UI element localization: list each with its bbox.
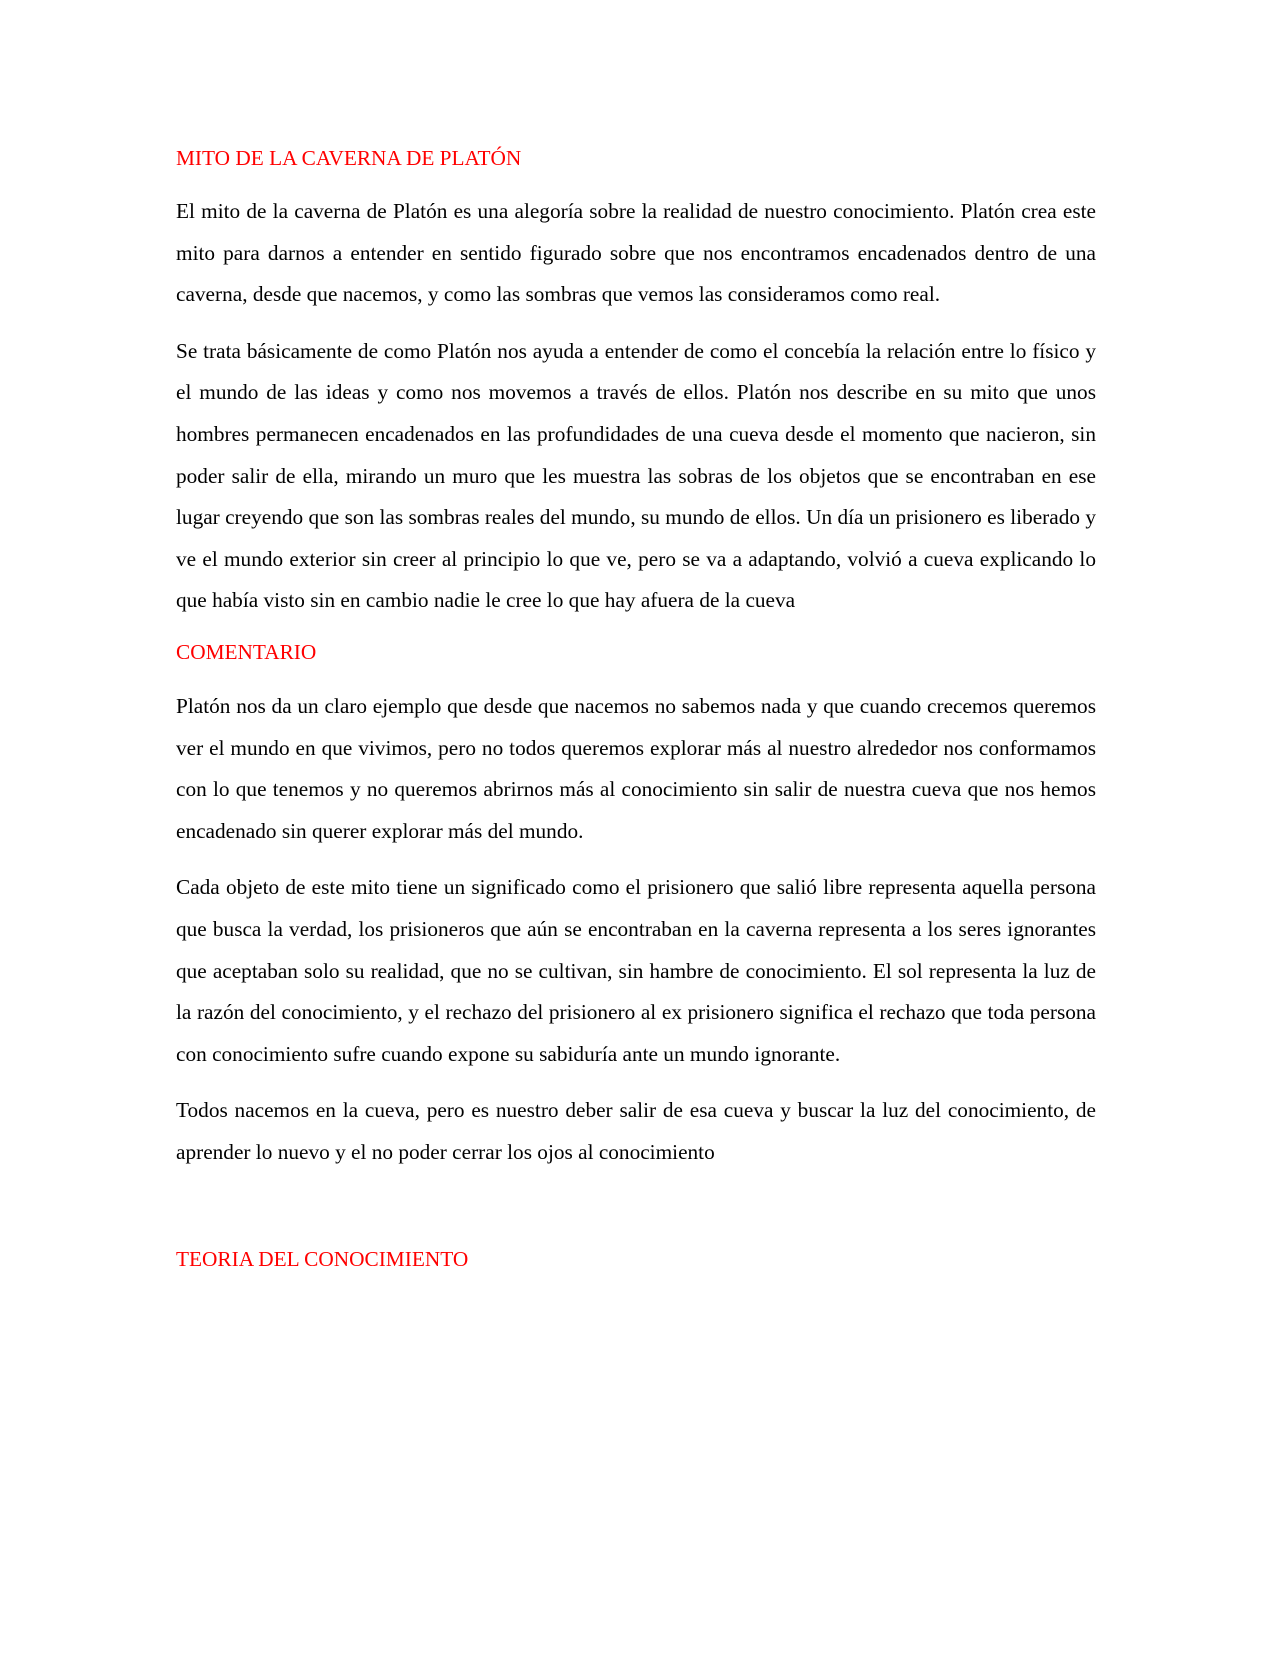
paragraph-comentario-2: Cada objeto de este mito tiene un significado como el prisionero que salió libre representa aquella persona que busca la verdad, los prisioneros que aún se encontraban en la caverna representa a los seres ignorantes que aceptaban solo su realidad, que no se cultivan, sin hambre de conocimiento. El sol representa la luz de la razón del conocimiento, y el rechazo del prisionero al ex prisionero significa el rechazo que toda persona con conocimiento sufre cuando expone su sabiduría ante un mundo ignorante. <box>176 875 1096 1066</box>
document-body <box>176 143 1096 1294</box>
heading-teoria-conocimiento: TEORIA DEL CONOCIMIENTO <box>176 1247 469 1272</box>
heading-mito-caverna: MITO DE LA CAVERNA DE PLATÓN <box>176 146 522 170</box>
paragraph-comentario-3: Todos nacemos en la cueva, pero es nuestro deber salir de esa cueva y buscar la luz del conocimiento, de aprender lo nuevo y el no poder cerrar los ojos al conocimiento <box>176 1098 1096 1164</box>
paragraph-comentario-1: Platón nos da un claro ejemplo que desde que nacemos no sabemos nada y que cuando crecemos queremos ver el mundo en que vivimos, pero no todos queremos explorar más al nuestro alrededor nos conformamos con lo que tenemos y no queremos abrirnos más al conocimiento sin salir de nuestra cueva que nos hemos encadenado sin querer explorar más del mundo. <box>176 693 1096 843</box>
paragraph-intro: El mito de la caverna de Platón es una alegoría sobre la realidad de nuestro conocimiento. Platón crea este mito para darnos a entender en sentido figurado sobre que nos encontramos encadenados dentro de una caverna, desde que nacemos, y como las sombras que vemos las consideramos como real. <box>176 199 1096 307</box>
heading-comentario: COMENTARIO <box>176 639 317 664</box>
paragraph-description: Se trata básicamente de como Platón nos ayuda a entender de como el concebía la relación entre lo físico y el mundo de las ideas y como nos movemos a través de ellos. Platón nos describe en su mito que unos hombres permanecen encadenados en las profundidades de una cueva desde el momento que nacieron, sin poder salir de ella, mirando un muro que les muestra las sobras de los objetos que se encontraban en ese lugar creyendo que son las sombras reales del mundo, su mundo de ellos. Un día un prisionero es liberado y ve el mundo exterior sin creer al principio lo que ve, pero se va a adaptando, volvió a cueva explicando lo que había visto sin en cambio nadie le cree lo que hay afuera de la cueva <box>176 338 1096 613</box>
spacer <box>176 1188 1096 1244</box>
